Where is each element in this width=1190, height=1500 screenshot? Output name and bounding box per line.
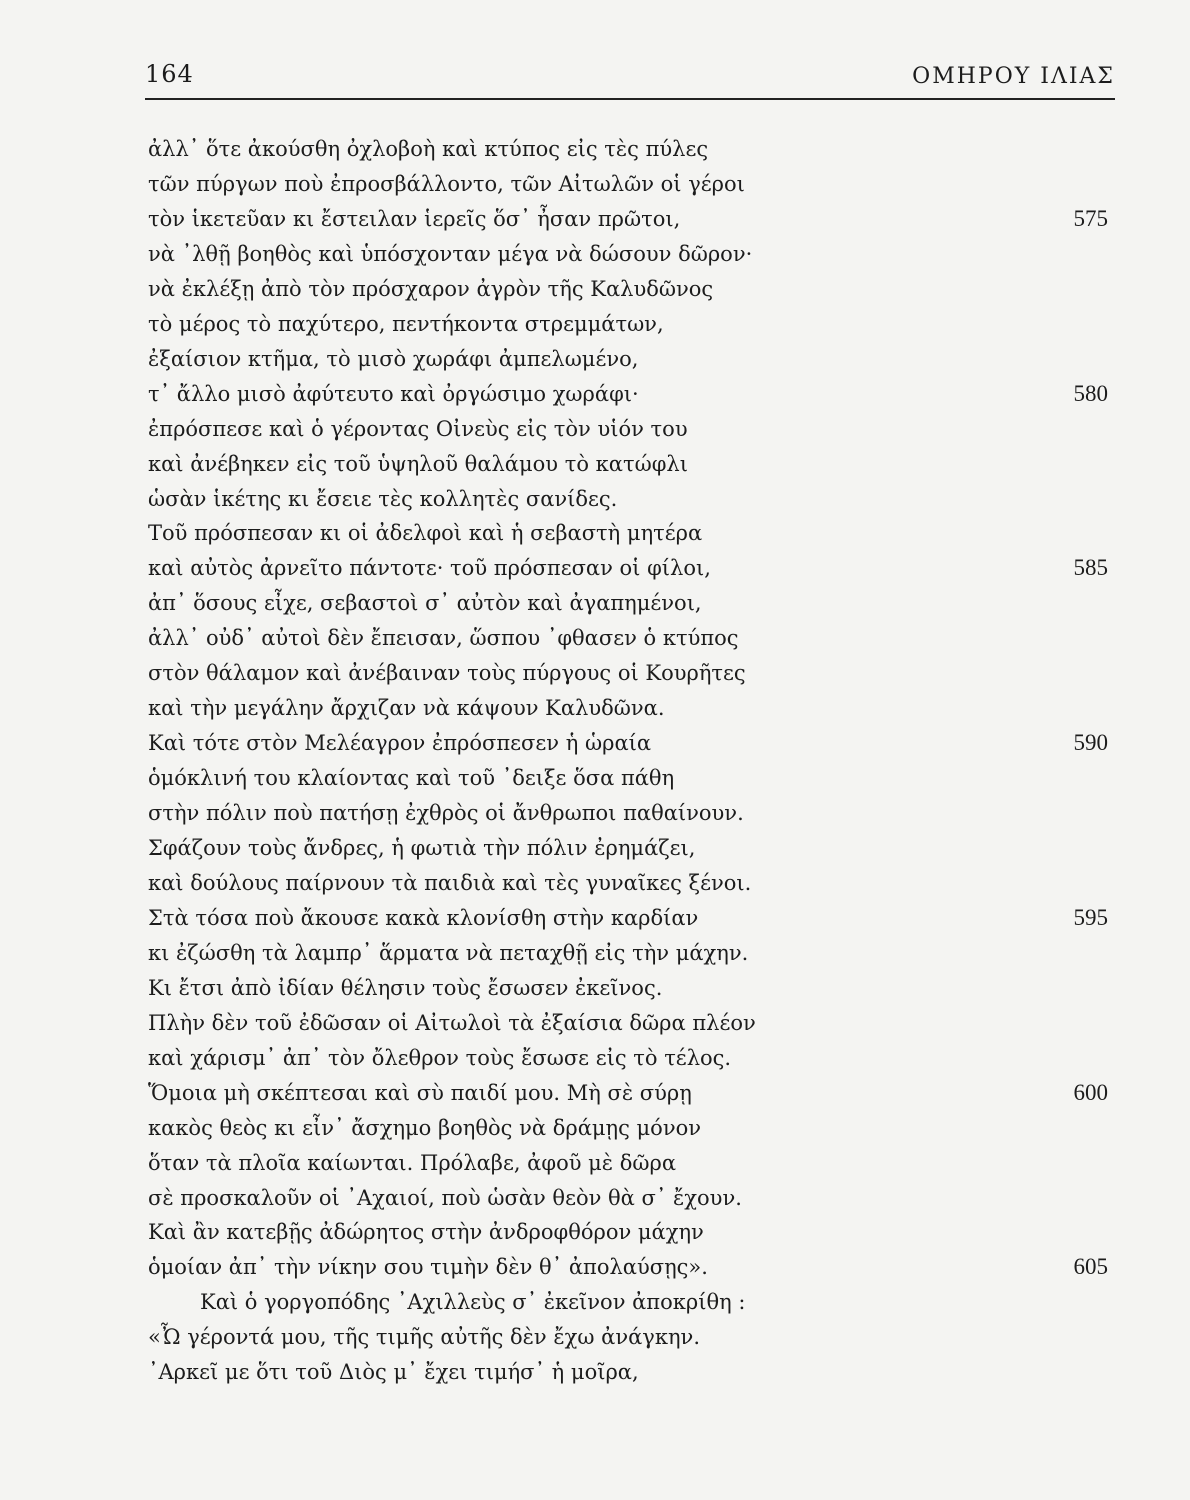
- verse-line: [148, 516, 1108, 550]
- verse-line: [148, 447, 1108, 481]
- verse-line: [148, 1320, 1108, 1354]
- verse-line: [148, 167, 1108, 201]
- verse-text: στὸν θάλαμον καὶ ἀνέβαιναν τοὺς πύργους οἱ Κουρῆτες: [148, 661, 746, 686]
- running-title: ΟΜΗΡΟΥ ΙΛΙΑΣ: [912, 64, 1115, 89]
- verse-line: [148, 237, 1108, 271]
- verse-line: [148, 482, 1108, 516]
- verse-text: Καὶ ὁ γοργοπόδης ᾽Αχιλλεὺς σ᾽ ἐκεῖνον ἀποκρίθη :: [200, 1290, 746, 1315]
- verse-line: [148, 866, 1108, 900]
- verse-line: [148, 1076, 1108, 1110]
- verse-text: ὁμοίαν ἀπ᾽ τὴν νίκην σου τιμὴν δὲν θ᾽ ἀπολαύσῃς».: [148, 1255, 708, 1280]
- verse-line: [148, 1355, 1108, 1389]
- verse-line: [148, 901, 1108, 935]
- verse-text: καὶ ἀνέβηκεν εἰς τοῦ ὑψηλοῦ θαλάμου τὸ κατώφλι: [148, 451, 688, 476]
- verse-line: [148, 272, 1108, 306]
- line-number: 585: [1073, 555, 1108, 581]
- verse-text: Ὅμοια μὴ σκέπτεσαι καὶ σὺ παιδί μου. Μὴ σὲ σύρῃ: [148, 1080, 692, 1105]
- verse-text: Τοῦ πρόσπεσαν κι οἱ ἀδελφοὶ καὶ ἡ σεβαστὴ μητέρα: [148, 521, 703, 546]
- verse-text: καὶ τὴν μεγάλην ἄρχιζαν νὰ κάψουν Καλυδῶνα.: [148, 696, 665, 721]
- verse-text: στὴν πόλιν ποὺ πατήσῃ ἐχθρὸς οἱ ἄνθρωποι παθαίνουν.: [148, 801, 744, 826]
- verse-text: τὸν ἱκετεῦαν κι ἔστειλαν ἱερεῖς ὅσ᾽ ἦσαν πρῶτοι,: [148, 206, 681, 231]
- verse-text: Καὶ τότε στὸν Μελέαγρον ἐπρόσπεσεν ἡ ὡραία: [148, 731, 652, 756]
- verse-line: [148, 1146, 1108, 1180]
- verse-line: [200, 1285, 1160, 1319]
- page-number: 164: [145, 60, 194, 88]
- verse-text: σὲ προσκαλοῦν οἱ ᾽Αχαιοί, ποὺ ὡσὰν θεὸν θὰ σ᾽ ἔχουν.: [148, 1185, 742, 1210]
- verse-text: κακὸς θεὸς κι εἶν᾽ ἄσχημο βοηθὸς νὰ δράμῃς μόνον: [148, 1115, 702, 1140]
- verse-line: [148, 342, 1108, 376]
- line-number: 605: [1073, 1254, 1108, 1280]
- line-number: 595: [1073, 904, 1108, 930]
- verse-line: [148, 377, 1108, 411]
- verse-line: [148, 656, 1108, 690]
- line-number: 600: [1073, 1079, 1108, 1105]
- verse-text: κι ἐζώσθη τὰ λαμπρ᾽ ἅρματα νὰ πεταχθῇ εἰς τὴν μάχην.: [148, 940, 749, 965]
- verse-line: [148, 971, 1108, 1005]
- verse-text: Κι ἔτσι ἀπὸ ἰδίαν θέλησιν τοὺς ἔσωσεν ἐκεῖνος.: [148, 975, 663, 1000]
- verse-text: τὸ μέρος τὸ παχύτερο, πεντήκοντα στρεμμάτων,: [148, 311, 664, 336]
- verse-text: ᾽Αρκεῖ με ὅτι τοῦ Διὸς μ᾽ ἔχει τιμήσ᾽ ἡ μοῖρα,: [148, 1360, 639, 1385]
- verse-line: [148, 761, 1108, 795]
- verse-text: Καὶ ἂν κατεβῇς ἀδώρητος στὴν ἀνδροφθόρον μάχην: [148, 1220, 704, 1245]
- verse-text: ὁμόκλινή του κλαίοντας καὶ τοῦ ᾽δειξε ὅσα πάθη: [148, 766, 675, 791]
- verse-text: ἀπ᾽ ὅσους εἶχε, σεβαστοὶ σ᾽ αὐτὸν καὶ ἀγαπημένοι,: [148, 591, 702, 616]
- verse-line: [148, 586, 1108, 620]
- verse-line: [148, 1111, 1108, 1145]
- verse-line: [148, 831, 1108, 865]
- verse-text: ὅταν τὰ πλοῖα καίωνται. Πρόλαβε, ἀφοῦ μὲ δῶρα: [148, 1150, 677, 1175]
- page-header: [145, 58, 1115, 100]
- verse-text: ἐπρόσπεσε καὶ ὁ γέροντας Οἰνεὺς εἰς τὸν υἱόν του: [148, 416, 688, 441]
- verse-line: [148, 1041, 1108, 1075]
- verse-text: τ᾽ ἄλλο μισὸ ἀφύτευτο καὶ ὀργώσιμο χωράφι·: [148, 381, 639, 406]
- verse-line: [148, 307, 1108, 341]
- verse-line: [148, 412, 1108, 446]
- verse-line: [148, 551, 1108, 585]
- verse-line: [148, 132, 1108, 166]
- verse-text: Πλὴν δὲν τοῦ ἐδῶσαν οἱ Αἰτωλοὶ τὰ ἐξαίσια δῶρα πλέον: [148, 1010, 756, 1035]
- line-number: 590: [1073, 730, 1108, 756]
- verse-text: ὡσὰν ἱκέτης κι ἔσειε τὲς κολλητὲς σανίδες.: [148, 486, 618, 511]
- verse-text: νὰ ᾽λθῇ βοηθὸς καὶ ὑπόσχονταν μέγα νὰ δώσουν δῶρον·: [148, 241, 753, 266]
- verse-line: [148, 202, 1108, 236]
- verse-text: Σφάζουν τοὺς ἄνδρες, ἡ φωτιὰ τὴν πόλιν ἐρημάζει,: [148, 836, 696, 860]
- verse-text: «Ὦ γέροντά μου, τῆς τιμῆς αὐτῆς δὲν ἔχω ἀνάγκην.: [148, 1325, 700, 1350]
- verse-text: ἀλλ᾽ ὅτε ἀκούσθη ὀχλοβοὴ καὶ κτύπος εἰς τὲς πύλες: [148, 137, 709, 161]
- verse-text: ἀλλ᾽ οὐδ᾽ αὐτοὶ δὲν ἔπεισαν, ὥσπου ᾽φθασεν ὁ κτύπος: [148, 626, 739, 651]
- verse-text: τῶν πύργων ποὺ ἐπροσβάλλοντο, τῶν Αἰτωλῶν οἱ γέροι: [148, 171, 745, 196]
- verse-text: καὶ αὐτὸς ἀρνεῖτο πάντοτε· τοῦ πρόσπεσαν οἱ φίλοι,: [148, 556, 711, 581]
- verse-line: [148, 1181, 1108, 1215]
- verse-text: Στὰ τόσα ποὺ ἄκουσε κακὰ κλονίσθη στὴν καρδίαν: [148, 905, 699, 930]
- verse-line: [148, 621, 1108, 655]
- verse-line: [148, 726, 1108, 760]
- verse-line: [148, 1215, 1108, 1249]
- verse-line: [148, 1250, 1108, 1284]
- verse-line: [148, 936, 1108, 970]
- line-number: 575: [1073, 205, 1108, 231]
- verse-line: [148, 691, 1108, 725]
- line-number: 580: [1073, 380, 1108, 406]
- verse-text: νὰ ἐκλέξῃ ἀπὸ τὸν πρόσχαρον ἀγρὸν τῆς Καλυδῶνος: [148, 276, 714, 301]
- verse-text: καὶ χάρισμ᾽ ἀπ᾽ τὸν ὄλεθρον τοὺς ἔσωσε εἰς τὸ τέλος.: [148, 1045, 732, 1070]
- verse-text: ἐξαίσιον κτῆμα, τὸ μισὸ χωράφι ἀμπελωμένο,: [148, 346, 639, 371]
- verse-text: καὶ δούλους παίρνουν τὰ παιδιὰ καὶ τὲς γυναῖκες ξένοι.: [148, 870, 752, 895]
- verse-line: [148, 796, 1108, 830]
- verse-line: [148, 1006, 1108, 1040]
